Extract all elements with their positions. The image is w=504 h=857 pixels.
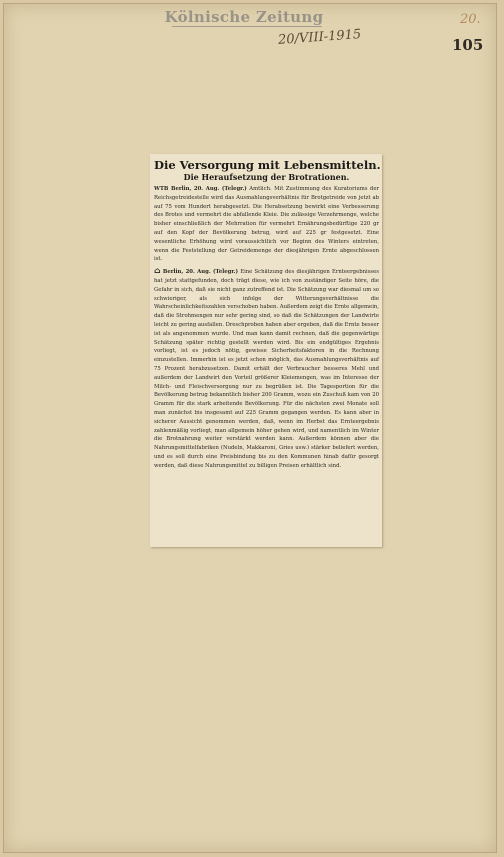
archive-page — [3, 3, 497, 853]
handwritten-date: 20/VIII-1915 — [277, 27, 362, 48]
handwritten-number: 20. — [460, 12, 481, 27]
article-paragraph-1 — [154, 185, 379, 264]
article-headline: Die Versorgung mit Lebensmitteln. — [154, 158, 381, 172]
paragraph-1-dateline: WTB Berlin, 20. Aug. (Telegr.) — [154, 186, 247, 192]
paragraph-2-dateline: Berlin, 20. Aug. (Telegr.) — [162, 269, 238, 276]
stamp-underline — [172, 26, 322, 27]
correspondent-mark-icon: ⌂ — [154, 265, 161, 276]
paragraph-2-text: Eine Schätzung des diesjährigen Ernteergebnisses hat jetzt stattgefunden, doch trägt diese, wie ich von zuständiger Seite höre, die Gefahr in sich, daß sie nicht ganz zutreffend ist. Die Schätzung war diesmal um so schwieriger, als sich infolge der Witterungsverhältnisse die Wahrscheinlichkeitszahlen verschoben haben. Außerdem zeigt die Ernte allgemein, daß die Strohmengen nur sehr gering sind, so daß die Schätzungen der Landwirte leicht zu gering ausfallen. Dreschproben haben aber ergeben, daß die Ernte besser ist als angenommen wurde. Und man kann damit rechnen, daß die gegenwärtige Schätzung später richtig gestellt werden wird. Bis ein endgültiges Ergebnis vorliegt, ist es jedoch nötig, gewisse Sicherheitsfaktoren in die Rechnung einzustellen. Immerhin ist es jetzt schon möglich, das Ausmahlungsverhältnis auf 75 Prozent herabzusetzen. Damit erhält der Verbraucher besseres Mehl und außerdem der Landwirt den Vorteil größerer Kleiemengen, was im Interesse der Milch- und Fleischversorgung nur zu begrüßen ist. Die Tagesportion für die Bevölkerung betrug bekanntlich bisher 200 Gramm, wozu ein Zuschuß kam von 20 Gramm für die stark arbeitende Bevölkerung. Für die nächsten zwei Monate soll man zunächst bis insgesamt auf 225 Gramm gegangen werden. Es kann aber in sicherer Aussicht genommen werden, daß, wenn im Herbst das Ernteergebnis zahlenmäßig vorliegt, man allgemein höher gehen wird, und namentlich im Winter die Brotnahrung weiter verstärkt werden kann. Außerdem können aber die Nahrungsmittelfabriken (Nudeln, Makkaroni, Gries usw.) stärker beliefert werden, und es soll durch eine Preisbindung bis zu den Kommunen hinab dafür gesorgt werden, daß diese Nahrungsmittel zu billigen Preisen erhältlich sind. — [154, 269, 379, 469]
article-paragraph-2 — [154, 266, 379, 470]
newspaper-clipping — [150, 154, 382, 547]
page-number: 105 — [452, 36, 484, 54]
article-subheadline: Die Heraufsetzung der Brotrationen. — [183, 172, 350, 182]
paragraph-1-text: Amtlich. Mit Zustimmung des Kuratoriums der Reichsgetreidestelle wird das Ausmahlungsverhältnis für Brotgetreide von jetzt ab auf 75 vom Hundert herabgesetzt. Die Herabsetzung bewirkt eine Verbesserung des Brotes und vermehrt die abfallende Kleie. Die zulässige Verzehrmenge, welche bisher einschließlich der Mehrration für vermehrt Ernährungsbedürftige 220 gr auf den Kopf der Bevölkerung betrug, wird auf 225 gr festgesetzt. Eine wesentliche Erhöhung wird voraussichtlich vor Beginn des Winters eintreten, wenn die Feststellung der Getreidemenge der diesjährigen Ernte abgeschlossen ist. — [154, 186, 379, 263]
newspaper-name-stamp: Kölnische Zeitung — [164, 8, 324, 26]
